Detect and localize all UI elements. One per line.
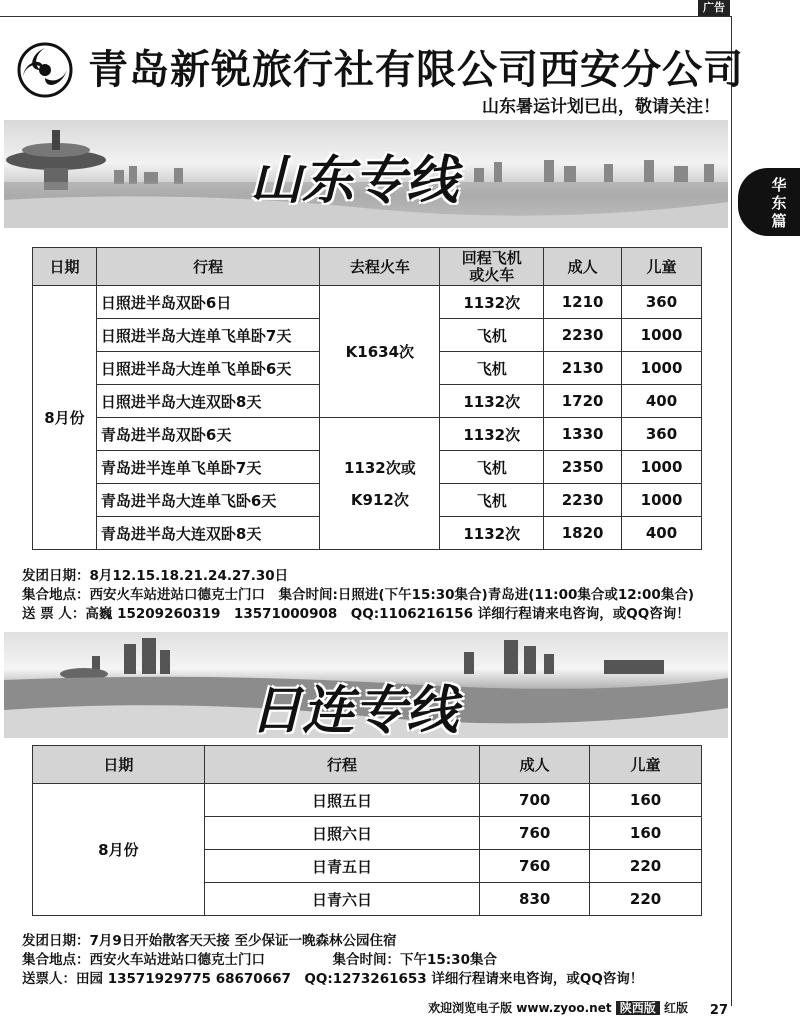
header-route: 行程 — [204, 746, 480, 784]
child-cell: 360 — [622, 418, 702, 451]
child-cell: 220 — [590, 850, 702, 883]
child-cell: 400 — [622, 385, 702, 418]
ad-tag: 广告 — [698, 0, 730, 16]
return-cell: 飞机 — [440, 484, 544, 517]
outbound-cell: K1634次 — [320, 286, 440, 418]
header-outbound: 去程火车 — [320, 248, 440, 286]
return-cell: 1132次 — [440, 517, 544, 550]
adult-cell: 2230 — [544, 319, 622, 352]
company-logo-icon — [10, 40, 80, 100]
child-cell: 1000 — [622, 484, 702, 517]
route-cell: 日照五日 — [204, 784, 480, 817]
adult-cell: 2350 — [544, 451, 622, 484]
table-row — [33, 418, 702, 451]
departure-dates: 发团日期：7月9日开始散客天天接 至少保证一晚森林公园住宿 — [22, 933, 397, 949]
header-date: 日期 — [33, 248, 97, 286]
side-tab-char: 华 — [771, 176, 787, 194]
adult-cell: 1210 — [544, 286, 622, 319]
side-tab-char: 东 — [771, 194, 787, 212]
adult-cell: 760 — [480, 850, 590, 883]
route-cell: 青岛进半岛大连双卧8天 — [96, 517, 320, 550]
header — [4, 30, 744, 120]
info-block-1 — [22, 567, 694, 624]
table-row — [33, 286, 702, 319]
route-cell: 日照进半岛大连单飞单卧7天 — [96, 319, 320, 352]
outbound-cell — [320, 418, 440, 550]
month-cell: 8月份 — [33, 286, 97, 550]
outbound-line: 1132次或 — [343, 458, 416, 477]
meeting-place: 集合地点：西安火车站进站口德克士门口 集合时间:日照进(下午15:30集合)青岛进(11:00集合或12:00集合) — [22, 587, 694, 603]
meeting-place: 集合地点：西安火车站进站口德克士门口 集合时间：下午15:30集合 — [22, 952, 497, 968]
adult-cell: 760 — [480, 817, 590, 850]
return-cell: 飞机 — [440, 451, 544, 484]
route-cell: 日照进半岛双卧6日 — [96, 286, 320, 319]
header-adult: 成人 — [544, 248, 622, 286]
return-cell: 1132次 — [440, 418, 544, 451]
outbound-line: K912次 — [350, 490, 409, 509]
header-child: 儿童 — [590, 746, 702, 784]
rilian-table — [32, 745, 702, 916]
ticket-contact: 送票人：田园 13571929775 68670667 QQ:1273261653 详细行程请来电咨询，或QQ咨询！ — [22, 971, 644, 987]
month-cell: 8月份 — [33, 784, 205, 916]
page-number: 27 — [709, 1003, 728, 1018]
return-cell: 飞机 — [440, 352, 544, 385]
shandong-table — [32, 247, 702, 550]
section2-title: 日连专线 — [250, 681, 459, 738]
rilian-banner — [4, 632, 728, 738]
section1-title: 山东专线 — [250, 151, 459, 211]
child-cell: 400 — [622, 517, 702, 550]
footer — [428, 999, 688, 1016]
company-name: 青岛新锐旅行社有限公司西安分公司 — [88, 47, 744, 93]
header-child: 儿童 — [622, 248, 702, 286]
adult-cell: 1820 — [544, 517, 622, 550]
route-cell: 日青六日 — [204, 883, 480, 916]
return-cell: 1132次 — [440, 385, 544, 418]
adult-cell: 700 — [480, 784, 590, 817]
child-cell: 1000 — [622, 319, 702, 352]
child-cell: 160 — [590, 817, 702, 850]
route-cell: 日照六日 — [204, 817, 480, 850]
adult-cell: 1720 — [544, 385, 622, 418]
tagline: 山东暑运计划已出，敬请关注！ — [482, 97, 720, 117]
adult-cell: 2230 — [544, 484, 622, 517]
header-route: 行程 — [96, 248, 320, 286]
route-cell: 青岛进半岛大连单飞卧6天 — [96, 484, 320, 517]
return-cell: 1132次 — [440, 286, 544, 319]
table-row — [33, 784, 702, 817]
route-cell: 日照进半岛大连双卧8天 — [96, 385, 320, 418]
adult-cell: 1330 — [544, 418, 622, 451]
header-adult: 成人 — [480, 746, 590, 784]
footer-edition-box: 陕西版 — [616, 1001, 660, 1015]
footer-text: 欢迎浏览电子版 www.zyoo.net — [428, 1001, 612, 1015]
header-return: 回程飞机 或火车 — [440, 248, 544, 286]
region-side-tab — [738, 168, 800, 236]
child-cell: 220 — [590, 883, 702, 916]
child-cell: 360 — [622, 286, 702, 319]
route-cell: 日青五日 — [204, 850, 480, 883]
child-cell: 1000 — [622, 352, 702, 385]
ticket-contact: 送 票 人：高巍 15209260319 13571000908 QQ:1106216156 详细行程请来电咨询，或QQ咨询！ — [22, 606, 690, 622]
info-block-2 — [22, 932, 643, 989]
route-cell: 青岛进半岛双卧6天 — [96, 418, 320, 451]
child-cell: 160 — [590, 784, 702, 817]
adult-cell: 2130 — [544, 352, 622, 385]
route-cell: 日照进半岛大连单飞单卧6天 — [96, 352, 320, 385]
side-tab-char: 篇 — [771, 212, 787, 230]
footer-edition: 红版 — [663, 1001, 688, 1015]
route-cell: 青岛进半连单飞单卧7天 — [96, 451, 320, 484]
header-date: 日期 — [33, 746, 205, 784]
adult-cell: 830 — [480, 883, 590, 916]
shandong-banner — [4, 120, 728, 228]
return-cell: 飞机 — [440, 319, 544, 352]
child-cell: 1000 — [622, 451, 702, 484]
departure-dates: 发团日期：8月12.15.18.21.24.27.30日 — [22, 568, 289, 584]
